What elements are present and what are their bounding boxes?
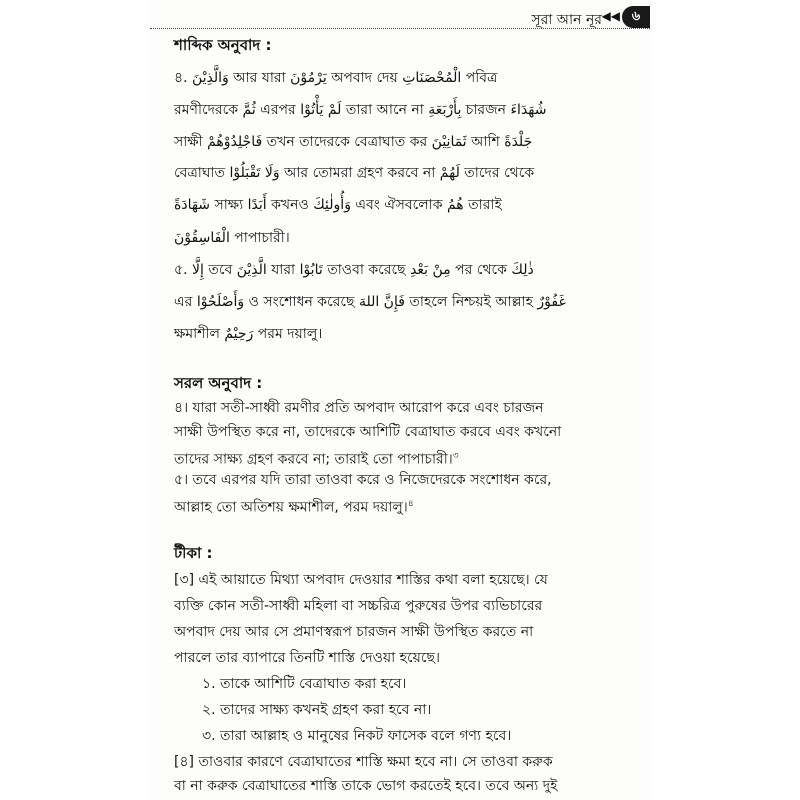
commentary-point: ৩. তারা আল্লাহ ও মানুষের নিকট ফাসেক বলে গণ্য হবে। <box>202 728 512 744</box>
footnote-mark: ৪ <box>407 499 414 509</box>
simple-line: ৫। তবে এরপর যদি তারা তাওবা করে ও নিজেদেরকে সংশোধন করে, <box>174 472 552 488</box>
double-arrow-left-icon: ◀◀ <box>601 9 620 23</box>
word-line: ক্ষমাশীল رَحِيْمٌ পরম দয়ালু। <box>174 326 323 342</box>
simple-line: সাক্ষী উপস্থিত করে না, তাদেরকে আশিটি বেত্রাঘাত করবে এবং কখনো <box>174 424 562 440</box>
word-line: ৫. إِلَّا তবে الَّذِيْنَ যারা تَابُوْا তাওবা করেছে مِنْ بَعْدِ পর থেকে ذٰلِكَ <box>174 262 534 278</box>
simple-translation-heading: সরল অনুবাদ : <box>174 374 263 392</box>
commentary-line: [৩] এই আয়াতে মিথ্যা অপবাদ দেওয়ার শাস্তির কথা বলা হয়েছে। যে <box>174 572 548 588</box>
footnote-mark: ৩ <box>452 451 459 461</box>
word-translation-heading: শাব্দিক অনুবাদ : <box>174 36 272 54</box>
word-line: বেত্রাঘাত وَلَا تَقْبَلُوْا আর তোমরা গ্রহণ করবে না لَهُمْ তাদের থেকে <box>174 165 535 181</box>
word-line: الْفَاسِقُوْنَ পাপাচারী। <box>174 230 290 246</box>
word-line: এর وَأَصْلَحُوْا ও সংশোধন করেছে فَإِنَّ اللهَ তাহলে নিশ্চয়ই আল্লাহ غَفُوْرٌ <box>174 294 566 310</box>
commentary-heading: টীকা : <box>174 544 213 562</box>
commentary-line: বা না করুক বেত্রাঘাতের শাস্তি তাকে ভোগ করতেই হবে। তবে অন্য দুই <box>174 778 558 794</box>
running-header <box>150 6 650 29</box>
simple-line: ৪। যারা সতী-সাধ্বী রমণীর প্রতি অপবাদ আরোপ করে এবং চারজন <box>174 400 544 416</box>
word-line: রমণীদেরকে ثُمَّ এরপর لَمْ يَأْتُوْا তারা আনে না بِأَرْبَعَةِ চারজন شُهَدَاءَ <box>174 102 547 118</box>
book-page <box>150 0 650 800</box>
surah-title: সূরা আন নূর <box>531 12 602 28</box>
commentary-line: ব্যক্তি কোন সতী-সাধ্বী মহিলা বা সচ্চরিত্র পুরুষের উপর ব্যভিচারের <box>174 598 543 614</box>
commentary-line: পারলে তার ব্যাপারে তিনটি শাস্তি দেওয়া হয়েছে। <box>174 650 440 666</box>
word-line: সাক্ষী فَاجْلِدُوْهُمْ তখন তাদেরকে বেত্রাঘাত কর ثَمَانِيْنَ আশি جَلْدَةً <box>174 134 533 150</box>
commentary-point: ১. তাকে আশিটি বেত্রাঘাত করা হবে। <box>202 676 407 692</box>
word-line: شَهَادَةً সাক্ষ্য أَبَدًا কখনও وَأُولٰئِكَ এবং ঐসবলোক هُمُ তারাই <box>174 197 502 213</box>
page-number-badge: ৬ <box>622 6 650 28</box>
simple-line: আল্লাহ তো অতিশয় ক্ষমাশীল, পরম দয়ালু।$^৪$ <box>174 499 414 516</box>
simple-line: তাদের সাক্ষ্য গ্রহণ করবে না; তারাই তো পাপাচারী।$^৩$ <box>174 451 459 468</box>
word-line: ৪. وَالَّذِيْنَ আর যারা يَرْمُوْنَ অপবাদ দেয় الْمُحْصَنَاتِ পবিত্র <box>174 70 498 86</box>
commentary-line: [৪] তাওবার কারণে বেত্রাঘাতের শাস্তি ক্ষমা হবে না। সে তাওবা করুক <box>174 754 553 770</box>
commentary-point: ২. তাদের সাক্ষ্য কখনই গ্রহণ করা হবে না। <box>202 702 432 718</box>
commentary-line: অপবাদ দেয় আর সে প্রমাণস্বরূপ চারজন সাক্ষী উপস্থিত করতে না <box>174 624 534 640</box>
